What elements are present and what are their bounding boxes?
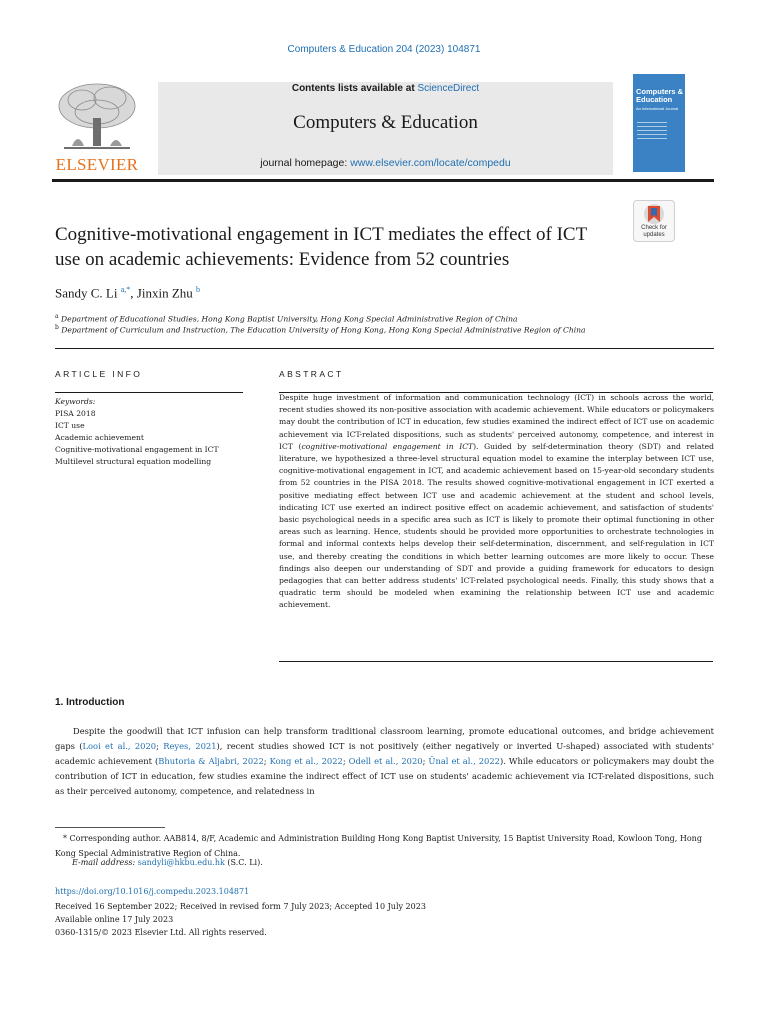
citation-link[interactable]: Kong et al., 2022 [269,756,343,766]
journal-reference[interactable]: Computers & Education 204 (2023) 104871 [287,44,481,55]
elsevier-wordmark: ELSEVIER [55,155,139,174]
homepage-prefix: journal homepage: [260,157,351,169]
citation-link[interactable]: Looi et al., 2020 [82,741,157,751]
intro-text: ; [156,741,164,751]
journal-title: Computers & Education [293,112,478,133]
affiliation-text: Department of Educational Studies, Hong Kong Baptist University, Hong Kong Special Administrative Region of China [61,314,518,324]
keyword: Cognitive-motivational engagement in ICT [55,444,219,454]
copyright-line: 0360-1315/© 2023 Elsevier Ltd. All rights reserved. [55,928,267,937]
homepage-link[interactable]: www.elsevier.com/locate/compedu [350,157,511,169]
article-info-heading: ARTICLE INFO [55,369,143,379]
affiliation-b [55,324,586,335]
header-divider [52,179,714,182]
keywords-list [55,396,219,467]
citation-link[interactable]: Reyes, 2021 [163,741,217,751]
abstract-heading: ABSTRACT [279,369,344,379]
abstract-body [279,392,714,612]
badge-label: Check for updates [641,225,667,238]
citation-link[interactable]: Ünal et al., 2022 [428,756,500,766]
cover-decoration [637,122,667,142]
abstract-text-part: Despite huge investment of information and communication technology (ICT) in schools across the world, recent studies showed its non-positive association with academic achievement. While educators or policymakers may doubt the contribution of ICT in education, few studies examined the indirect effect of ICT use on academic achievement via ICT-related dispositions, such as students' perceived autonomy, competence, and interest in ICT ( [279,393,714,451]
intro-text: ; [422,756,429,766]
email-line [72,858,263,867]
article-title: Cognitive-motivational engagement in ICT mediates the effect of ICT use on academic achievements: Evidence from 52 countries [55,224,587,270]
bookmark-ribbon-icon [634,202,674,226]
footnote-text: Corresponding author. AAB814, 8/F, Academic and Administration Building Hong Kong Baptist University, 15 Baptist University Road, Kowloon Tong, Hong Kong Special Administrative Region of China. [55,834,702,858]
doi-link[interactable]: https://doi.org/10.1016/j.compedu.2023.104871 [55,887,250,896]
footnote-rule [55,827,165,828]
author-name[interactable]: Jinxin Zhu [136,285,193,301]
intro-text: ; [342,756,349,766]
author-affiliation-marker[interactable]: a,* [120,285,131,294]
introduction-heading: 1. Introduction [55,697,125,708]
keyword: ICT use [55,420,85,430]
contents-availability [158,83,613,94]
cover-subtitle: An International Journal [636,106,679,111]
author-name[interactable]: Sandy C. Li [55,285,118,301]
intro-text: ; [263,756,270,766]
contents-prefix: Contents lists available at [291,83,418,94]
section-divider [55,348,714,349]
elsevier-tree-icon [52,80,142,154]
keyword: Multilevel structural equation modelling [55,456,212,466]
intro-text: ). While educators or policymakers may doubt the contribution of ICT in education, few studies examine the indirect effect of ICT use on students' academic achievement via ICT-related dispositions, such as their perceived autonomy, competence, and relatedness in [55,756,715,796]
citation-link[interactable]: Odell et al., 2020 [348,756,423,766]
journal-masthead [158,82,613,175]
keyword: PISA 2018 [55,408,96,418]
corresponding-author-note [55,831,714,861]
elsevier-logo[interactable] [52,80,142,175]
introduction-paragraph [55,724,714,799]
received-dates: Received 16 September 2022; Received in revised form 7 July 2023; Accepted 10 July 2023 [55,902,426,911]
email-label: E-mail address: [72,858,136,867]
citation-link[interactable]: Bhutoria & Aljabri, 2022 [158,756,264,766]
keyword: Academic achievement [55,432,144,442]
keywords-label: Keywords: [55,397,96,406]
journal-cover-thumbnail[interactable] [633,74,685,172]
affiliation-marker: b [55,324,59,331]
cover-title: Computers & Education [636,87,684,104]
footnote-marker: * [63,834,67,843]
author-affiliation-marker[interactable]: b [196,285,201,294]
abstract-italic-term: cognitive-motivational engagement in ICT [301,441,474,451]
journal-homepage [158,157,613,169]
abstract-text-part: ). Guided by self-determination theory (SDT) and related literature, we hypothesized a three-level structural equation model to examine the interplay between ICT use, cognitive-motivational engagement in ICT, and academic achievement based on 15-year-old secondary students from 52 countries in the PISA 2018. The results showed cognitive-motivational engagement in ICT exerted a positive mediating effect between ICT use and academic achievement at the student and school levels, indicating ICT use exerted an indirect positive effect on academic achievement, and satisfaction of students' basic psychological needs in a specific area such as ICT is likely to promote their optimal functioning in other areas such as learning. Hence, students should be provided more opportunities to orchestrate technologies in formal and informal contexts helps develop their self-determination, discernment, and self-regulation in ICT use, and thereby creating the conditions in which better learning outcomes are more likely to occur. These findings also deepen our understanding of SDT and provide a guiding framework for educators to design pedagogies that can better address students' ICT-related psychological needs. Finally, this study shows that a quadratic term should be modeled when examining the relationship between ICT use and academic achievement. [279,441,714,610]
author-list [55,285,200,301]
abstract-bottom-rule [279,661,713,662]
author-separator: , [130,285,137,301]
article-info-rule [55,392,243,393]
intro-text: ), recent studies showed ICT is not positively (either negatively or inverted U-shaped) associated with students' academic achievement ( [55,741,714,766]
email-link[interactable]: sandyli@hkbu.edu.hk [137,858,225,867]
sciencedirect-link[interactable]: ScienceDirect [417,83,480,94]
affiliation-marker: a [55,313,59,320]
available-online: Available online 17 July 2023 [55,915,174,924]
check-for-updates-button[interactable] [633,200,675,242]
affiliation-a [55,313,518,324]
affiliation-text: Department of Curriculum and Instruction, The Education University of Hong Kong, Hong Kong Special Administrative Region of China [61,325,586,335]
email-suffix: (S.C. Li). [224,858,263,867]
intro-text: Despite the goodwill that ICT infusion can help transform traditional classroom learning, promote educational outcomes, and bridge achievement gaps ( [55,726,714,751]
